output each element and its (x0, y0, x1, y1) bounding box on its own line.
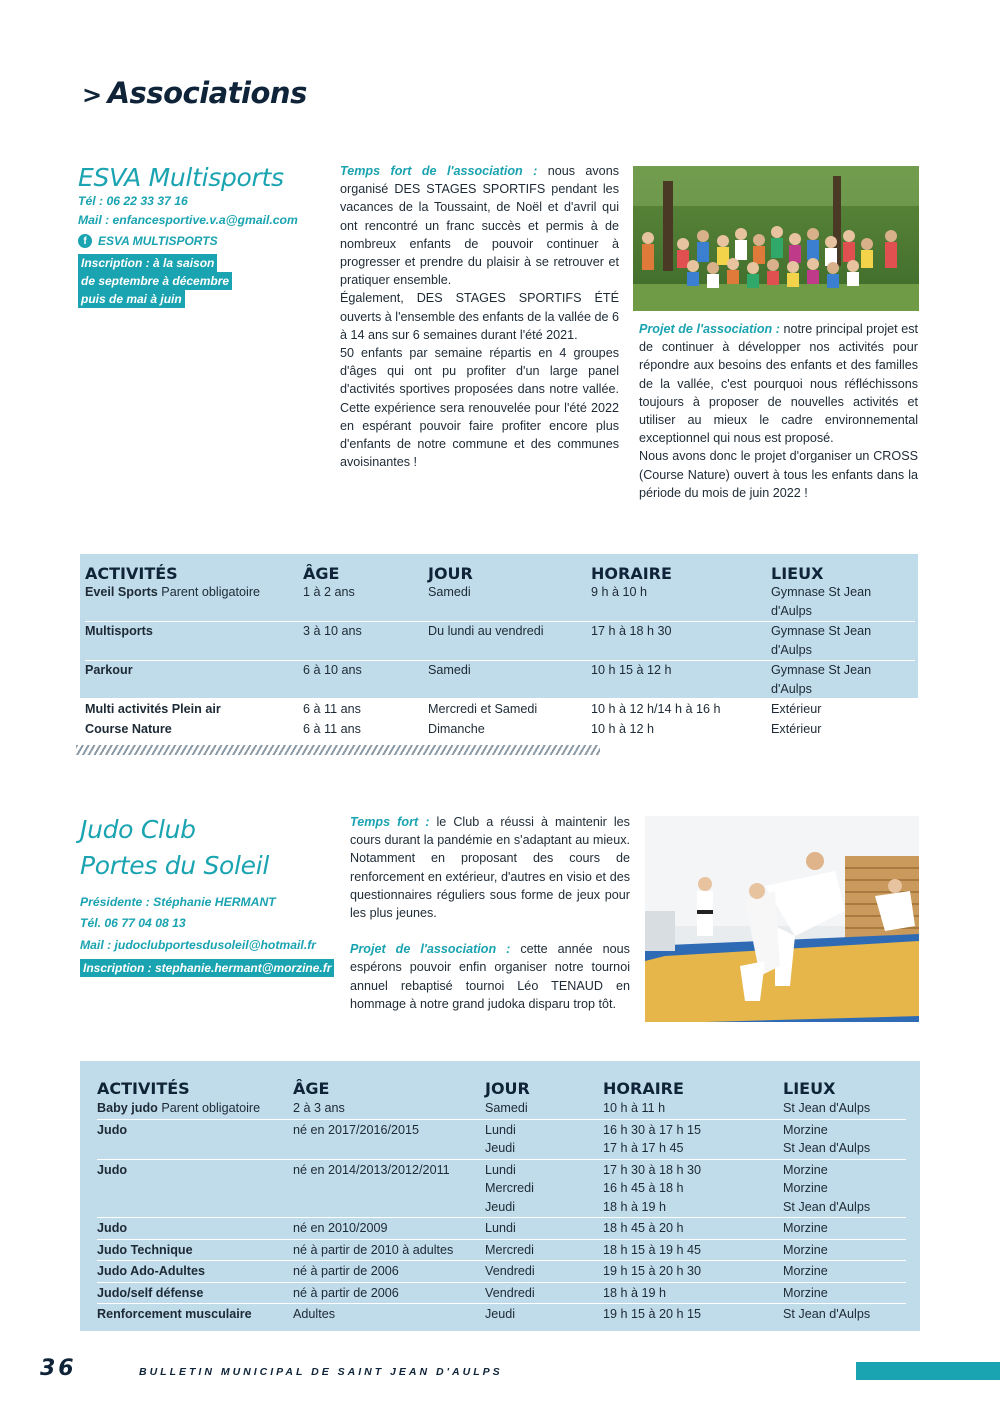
esva-inscription-line: de septembre à décembre (78, 272, 232, 290)
cell-activity (85, 622, 303, 661)
table-row (97, 1159, 906, 1218)
cell-time (603, 1239, 783, 1261)
cell-place (783, 1239, 906, 1261)
day-line: Mercredi (485, 1242, 534, 1257)
day-line: Vendredi (485, 1285, 535, 1300)
footer-title: BULLETIN MUNICIPAL DE SAINT JEAN D'AULPS (139, 1366, 503, 1378)
esva-projet-paragraph (639, 320, 918, 447)
activity-name: Judo Technique (97, 1242, 193, 1257)
judo-tel: Tél. 06 77 04 08 13 (80, 916, 186, 930)
table-row (97, 1304, 906, 1325)
day-line: Mercredi (485, 1181, 534, 1195)
cell-place (783, 1282, 906, 1304)
esva-inscription (78, 254, 328, 308)
cell-day: Du lundi au vendredi (428, 622, 591, 661)
day-line: Lundi (485, 1122, 516, 1137)
cell-time: 10 h à 12 h/14 h à 16 h (591, 700, 771, 720)
header-activites: ACTIVITÉS (97, 1079, 190, 1098)
section-divider (76, 745, 600, 755)
day-line: Jeudi (485, 1141, 516, 1155)
cell-place: Gymnase St Jean d'Aulps (771, 661, 915, 700)
esva-tel: Tél : 06 22 33 37 16 (78, 194, 188, 208)
cell-place: Extérieur (771, 720, 915, 740)
cell-activity (97, 1304, 293, 1325)
judo-president: Présidente : Stéphanie HERMANT (80, 895, 276, 909)
cell-age: 3 à 10 ans (303, 622, 428, 661)
cell-activity (97, 1218, 293, 1240)
place-line: Morzine (783, 1285, 828, 1300)
table-row (97, 1119, 906, 1159)
cell-place: Gymnase St Jean d'Aulps (771, 585, 872, 618)
place-line: Morzine (783, 1122, 828, 1137)
place-line: Morzine (783, 1242, 828, 1257)
table-row (85, 622, 915, 661)
cell-activity (85, 583, 303, 622)
cell-day (485, 1261, 603, 1283)
day-line: Jeudi (485, 1307, 516, 1321)
esva-facebook-label: ESVA MULTISPORTS (98, 234, 218, 248)
time-line: 18 h à 19 h (603, 1285, 667, 1300)
cell-place: Extérieur (771, 700, 915, 720)
header-jour: JOUR (485, 1079, 530, 1098)
cell-day: Mercredi et Samedi (428, 700, 591, 720)
cell-age: 2 à 3 ans (293, 1101, 345, 1115)
esva-name: ESVA Multisports (78, 163, 284, 192)
cell-age: né en 2010/2009 (293, 1218, 485, 1240)
cell-day (485, 1098, 603, 1119)
time-line: 10 h à 11 h (603, 1101, 666, 1115)
table-row (85, 661, 915, 700)
esva-paragraph: 50 enfants par semaine répartis en 4 groupes d'âges qui ont pu profiter d'un large panel d'activités sportives proposées dans notre vallée. Cette expérience sera renouvelée pour l'été 2022 en espérant pouvoir faire profiter encore plus d'enfants de notre commune et des communes avoisinantes ! (340, 346, 619, 470)
cell-place: Gymnase St Jean d'Aulps (771, 622, 915, 661)
time-line: 17 h 30 à 18 h 30 (603, 1162, 702, 1177)
table-row (97, 1261, 906, 1283)
esva-inscription-line: puis de mai à juin (78, 290, 185, 308)
time-line: 17 h à 17 h 45 (603, 1141, 684, 1155)
esva-inscription-line: Inscription : à la saison (78, 254, 217, 272)
header-lieux: LIEUX (771, 564, 824, 583)
time-line: 19 h 15 à 20 h 30 (603, 1264, 702, 1278)
projet-label: Projet de l'association : (639, 322, 780, 336)
activity-name: Judo (97, 1162, 128, 1177)
projet-label: Projet de l'association : (350, 942, 511, 957)
cell-time (603, 1261, 783, 1283)
judo-description (350, 813, 630, 1013)
esva-facebook[interactable] (78, 234, 328, 248)
activity-name: Parkour (85, 663, 133, 677)
time-line: 16 h 30 à 17 h 15 (603, 1122, 702, 1137)
activity-name: Multisports (85, 624, 153, 638)
table-row (97, 1239, 906, 1261)
cell-time (603, 1218, 783, 1240)
projet-text: cette année nous espérons pouvoir enfin organiser notre tournoi annuel rebaptisé tournoi Léo TENAUD en hommage à notre grand judoka disparu trop tôt. (350, 942, 630, 1011)
esva-temps-fort (340, 162, 619, 289)
time-line: 18 h 45 à 20 h (603, 1221, 684, 1235)
judo-inscription[interactable]: Inscription : stephanie.hermant@morzine.fr (80, 959, 334, 977)
temps-fort-text: nous avons organisé DES STAGES SPORTIFS pendant les vacances de la Toussaint, de Noël et d'avril qui ont rencontré un franc succès et permis à de nombreux enfants de pouvoir continuer à progresser et prendre du plaisir à se retrouver et pratiquer ensemble. (340, 164, 619, 288)
table-row (85, 583, 915, 622)
cell-activity (97, 1098, 293, 1119)
place-line: St Jean d'Aulps (783, 1307, 871, 1321)
activity-name: Baby judo (97, 1101, 158, 1115)
title-chevron: > (82, 81, 102, 109)
cell-day (485, 1218, 603, 1240)
activity-note: Parent obligatoire (157, 1101, 261, 1115)
cell-day: Samedi (428, 661, 591, 700)
page-number: 36 (40, 1356, 77, 1381)
cell-day: Dimanche (428, 720, 591, 740)
esva-paragraph: Également, DES STAGES SPORTIFS ÉTÉ ouverts à l'ensemble des enfants de la vallée de 6 à 14 ans sur 6 semaines durant l'été 2021. (340, 291, 619, 342)
footer-accent-bar (856, 1362, 1000, 1380)
cell-time: 10 h 15 à 12 h (591, 661, 771, 700)
judo-photo (645, 816, 919, 1022)
esva-contact (78, 160, 328, 308)
cell-age: 6 à 11 ans (303, 700, 428, 720)
page-title (82, 76, 307, 110)
cell-time (603, 1304, 783, 1325)
judo-name: Judo Club (80, 815, 196, 844)
title-text: Associations (107, 76, 307, 110)
day-line: Lundi (485, 1162, 516, 1177)
cell-age: Adultes (293, 1304, 485, 1325)
cell-time (603, 1119, 783, 1159)
cell-age: né en 2017/2016/2015 (293, 1119, 485, 1159)
projet-text: notre principal projet est de continuer à développer nos activités pour répondre aux besoins des enfants et des familles de la vallée, c'est pourquoi nous réfléchissons toujours à proposer de nouvelles activités et utiliser au mieux le cadre environnemental exceptionnel qui nous est proposé. (639, 322, 918, 446)
activity-name: Renforcement musculaire (97, 1307, 252, 1321)
cell-place (783, 1159, 906, 1218)
cell-time: 17 h à 18 h 30 (591, 622, 771, 661)
activity-name: Multi activités Plein air (85, 702, 221, 716)
table-header (97, 1079, 906, 1098)
cell-activity (97, 1159, 293, 1218)
header-lieux: LIEUX (783, 1079, 836, 1098)
table-row (85, 720, 915, 740)
judo-activities-table (80, 1061, 920, 1331)
cell-time (603, 1098, 783, 1119)
judo-name: Portes du Soleil (80, 851, 270, 880)
judo-contact (80, 812, 340, 977)
place-line: St Jean d'Aulps (783, 1101, 871, 1115)
cell-day (485, 1159, 603, 1218)
day-line: Lundi (485, 1221, 516, 1235)
esva-description (340, 162, 619, 471)
table-header (85, 564, 915, 583)
cell-age: 6 à 11 ans (303, 720, 428, 740)
cell-age: né à partir de 2010 à adultes (293, 1239, 485, 1261)
esva-activities-table (80, 554, 918, 736)
cell-place (783, 1119, 906, 1159)
cell-place (783, 1218, 906, 1240)
cell-age: né en 2014/2013/2012/2011 (293, 1159, 485, 1218)
cell-place (783, 1261, 906, 1283)
cell-day (485, 1282, 603, 1304)
place-line: St Jean d'Aulps (783, 1199, 871, 1214)
judo-table (97, 1079, 906, 1325)
header-age: ÂGE (293, 1079, 330, 1098)
judo-projet (350, 940, 630, 1013)
cell-day (485, 1119, 603, 1159)
cell-time (603, 1282, 783, 1304)
cell-age: 1 à 2 ans (303, 585, 355, 599)
place-line: Morzine (783, 1221, 828, 1235)
activity-name: Judo Ado-Adultes (97, 1264, 205, 1278)
activity-name: Course Nature (85, 722, 172, 736)
header-horaire: HORAIRE (603, 1079, 684, 1098)
cell-time (603, 1159, 783, 1218)
cell-age: né à partir de 2006 (293, 1282, 485, 1304)
esva-mail[interactable]: Mail : enfancesportive.v.a@gmail.com (78, 213, 298, 227)
facebook-icon: f (78, 234, 92, 248)
cell-activity (85, 700, 303, 720)
place-line: Morzine (783, 1264, 828, 1278)
esva-projet (639, 320, 918, 502)
temps-fort-label: Temps fort de l'association : (340, 164, 538, 178)
cell-activity (97, 1282, 293, 1304)
cell-activity (97, 1119, 293, 1159)
place-line: Morzine (783, 1162, 828, 1177)
table-row (97, 1218, 906, 1240)
judo-mail[interactable]: Mail : judoclubportesdusoleil@hotmail.fr (80, 938, 317, 952)
cell-place (783, 1098, 906, 1119)
time-line: 18 h à 19 h (603, 1199, 667, 1214)
judo-temps-fort (350, 813, 630, 922)
activity-name: Judo/self défense (97, 1285, 204, 1300)
cell-activity (85, 661, 303, 700)
esva-projet-paragraph: Nous avons donc le projet d'organiser un CROSS (Course Nature) ouvert à tous les enfants dans la période du mois de juin 2022 ! (639, 449, 918, 500)
table-row (97, 1098, 906, 1119)
cell-age: 6 à 10 ans (303, 661, 428, 700)
activity-name: Eveil Sports (85, 585, 158, 599)
cell-activity (85, 720, 303, 740)
day-line: Vendredi (485, 1264, 535, 1278)
activity-note: Parent obligatoire (157, 585, 261, 599)
cell-activity (97, 1261, 293, 1283)
time-line: 18 h 15 à 19 h 45 (603, 1242, 702, 1257)
cell-day (485, 1304, 603, 1325)
header-age: ÂGE (303, 564, 340, 583)
cell-age: né à partir de 2006 (293, 1261, 485, 1283)
cell-place (783, 1304, 906, 1325)
table-row (97, 1282, 906, 1304)
day-line: Samedi (485, 1101, 528, 1115)
activity-name: Judo (97, 1122, 128, 1137)
temps-fort-label: Temps fort : (350, 815, 430, 829)
place-line: Morzine (783, 1181, 828, 1195)
header-activites: ACTIVITÉS (85, 564, 178, 583)
cell-time: 10 h à 12 h (591, 720, 771, 740)
cell-day (485, 1239, 603, 1261)
place-line: St Jean d'Aulps (783, 1141, 871, 1155)
activity-name: Judo (97, 1221, 128, 1235)
header-horaire: HORAIRE (591, 564, 672, 583)
time-line: 16 h 45 à 18 h (603, 1181, 684, 1195)
cell-activity (97, 1239, 293, 1261)
time-line: 19 h 15 à 20 h 15 (603, 1307, 702, 1321)
temps-fort-text: le Club a réussi à maintenir les cours durant la pandémie en s'adaptant au mieux. Notamment en proposant des cours de renforcement en extérieur, d'autres en visio et des questionnaires réguliers sous forme de jeux pour les plus jeunes. (350, 815, 630, 921)
header-jour: JOUR (428, 564, 473, 583)
day-line: Jeudi (485, 1199, 516, 1214)
esva-table (85, 564, 915, 740)
table-row (85, 700, 915, 720)
cell-day: Samedi (428, 585, 471, 599)
esva-group-photo (633, 166, 919, 311)
cell-time: 9 h à 10 h (591, 585, 648, 599)
